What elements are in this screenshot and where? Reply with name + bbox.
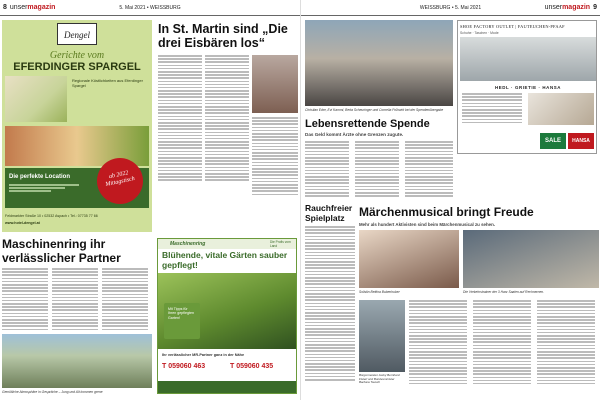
musical-title: Märchenmusical bringt Freude xyxy=(359,205,534,219)
ad-ring-phone-1[interactable]: T 059060 463 xyxy=(162,363,206,370)
ad-location-line: Die perfekte Location xyxy=(9,174,71,180)
musical-body xyxy=(409,300,599,392)
spende-title: Lebensrettende Spende xyxy=(305,118,430,130)
page-number: 8 xyxy=(3,4,7,11)
musical-photo-mayor xyxy=(359,300,405,372)
ad-product: EFERDINGER SPARGEL xyxy=(13,61,141,73)
maschinenring-group-photo xyxy=(2,334,152,388)
right-page xyxy=(300,0,600,400)
ad-ring-offer: Mit Tipps für Ihren gepflegten Garten! xyxy=(164,303,200,339)
eisbaeren-photo xyxy=(252,55,298,113)
ad-ring-phone-2[interactable]: T 059060 435 xyxy=(230,363,274,370)
date-line: 5. Mai 2021 • WEISSBURG xyxy=(119,4,181,11)
article-maschinenring-body xyxy=(2,268,152,332)
maschinenring-caption: Gemütliche Atmosphäre in Gespräche – Jung und Alt kommen gerne xyxy=(2,390,103,394)
body-col-2 xyxy=(205,55,249,183)
body-col-1 xyxy=(158,55,202,183)
musical-caption-1: Solistin Bettina Bubenhuber xyxy=(359,290,400,294)
ad-outlet-sale-a: SALE xyxy=(540,133,566,149)
maschinenring-ad[interactable] xyxy=(157,238,297,394)
spende-caption: Christian Eder, Evi Kamml, Berta Scheuringer und Cornelia Frühwirt bei der Spendenübergabe xyxy=(305,108,444,112)
article-maschinenring-title: Maschinenring ihr verlässlicher Partner xyxy=(2,237,121,265)
shoe-photo xyxy=(528,93,594,125)
ad-ring-footer: Ihr verlässlicher MR-Partner ganz in der Nähe xyxy=(162,353,245,357)
brand-suffix-right: magazin xyxy=(562,4,591,11)
right-page-header xyxy=(301,0,600,16)
ad-outlet-title: SHOE FACTORY OUTLET | FAUTEUCHEN-PFAAF xyxy=(460,24,565,29)
ad-location-box xyxy=(5,168,149,208)
article-eisbaeren-body xyxy=(158,55,298,225)
outlet-storefront-photo xyxy=(460,37,596,81)
brand-suffix: magazin xyxy=(27,4,56,11)
shoe-outlet-ad[interactable] xyxy=(457,20,597,154)
spende-body xyxy=(305,141,599,201)
musical-caption-2: Die Verkehrstrainer der 3 Harz Saalen auf Rechnernen. xyxy=(463,290,545,294)
ad-logo: Dengel xyxy=(57,23,97,45)
ad-outlet-sub: Schuhe · Taschen · Mode xyxy=(460,31,499,35)
left-page-header xyxy=(0,0,300,16)
ad-ring-badge: Die Profis vom Land xyxy=(270,240,291,248)
musical-photo-trainers xyxy=(463,230,599,288)
page-number-right: 9 xyxy=(593,4,597,11)
ad-ring-bottom-bar xyxy=(158,381,297,394)
ad-ring-brand: Maschinenring xyxy=(170,241,206,247)
brand-prefix-right: unser xyxy=(544,4,563,11)
date-line-right: WEISSBURG • 5. Mai 2021 xyxy=(419,4,482,11)
brand-prefix: unser xyxy=(9,4,28,11)
spende-group-photo xyxy=(305,20,453,106)
ad-promo-stamp: ab 2022 Mittagstisch xyxy=(93,154,148,209)
ad-ring-headline: Blühende, vitale Gärten sauber gepflegt! xyxy=(162,250,288,270)
musical-photo-soloist xyxy=(359,230,459,288)
ad-bullets: Regionale Köstlichkeiten aus Eferdinger Spargel xyxy=(72,78,143,88)
asparagus-photo xyxy=(5,76,67,122)
spielplatz-body xyxy=(305,226,355,390)
ad-headline: Gerichte vom xyxy=(49,50,105,61)
spargel-ad[interactable] xyxy=(2,20,152,232)
ad-outlet-brands: HEDL · GRIETIE · HANSA xyxy=(494,85,562,90)
ad-address: Feldmarkter Straße 10 • 02532 Aspach • Tel.: 07735 77 66 xyxy=(5,214,98,218)
ad-outlet-sale-b: HANSA xyxy=(568,133,594,149)
musical-caption-3: Bürgermeister Jacky Bernhard Fisterl und Bundesminister Barbara Tausch xyxy=(359,373,400,385)
body-col-3 xyxy=(252,117,298,197)
article-eisbaeren-title: In St. Martin sind „Die drei Eisbären los“ xyxy=(158,22,288,50)
ad-web[interactable]: www.hotel-dengel.at xyxy=(5,221,40,225)
spielplatz-title: Rauchfreier Spielplatz xyxy=(305,203,353,223)
spende-subtitle: Das Geld kommt Ärzte ohne Grenzen zugute. xyxy=(305,132,404,137)
musical-subtitle: Mehr als hundert Aktivisten sind beim Märchenmusical zu sehen. xyxy=(359,222,495,227)
ad-outlet-lines xyxy=(462,93,522,125)
